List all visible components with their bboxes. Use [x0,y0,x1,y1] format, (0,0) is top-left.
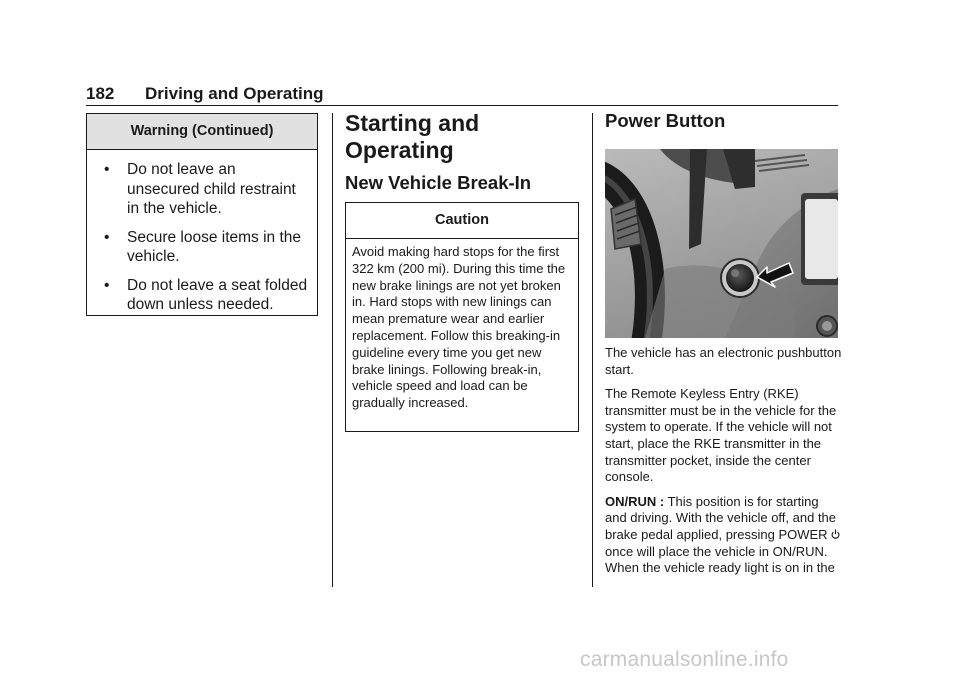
caution-box [345,202,579,432]
watermark: carmanualsonline.info [580,648,789,671]
on-run-label: ON/RUN : [605,493,665,509]
on-run-text-1: This position is for starting and driving. With the vehicle off, and the brake pedal applied, pressing POWER [605,493,837,542]
paragraph-rke: The Remote Keyless Entry (RKE) transmitter must be in the vehicle for the system to operate. If the vehicle will not start, place the RKE transmitter in the transmitter pocket, inside the center console. [605,386,837,485]
bullet-dot: • [104,161,110,178]
power-icon [831,529,840,540]
power-button-title: Power Button [605,110,726,131]
warning-list [87,150,317,315]
on-run-text-2: once will place the vehicle in ON/RUN. When the vehicle ready light is on in the [605,543,835,576]
paragraph-on-run [605,494,843,577]
power-button-text [605,345,843,577]
column-divider-left [332,113,333,587]
chapter-title: Driving and Operating [145,84,324,103]
subsection-title: New Vehicle Break-In [345,172,532,193]
power-button-illustration [605,149,838,338]
warning-item-text: Secure loose items in the vehicle. [127,228,302,265]
caution-title: Caution [346,203,578,239]
bullet-dot: • [104,276,110,294]
warning-item [101,276,309,315]
paragraph-pushbutton: The vehicle has an electronic pushbutton start. [605,345,842,377]
section-title: Starting and Operating [345,110,480,163]
page-number: 182 [86,84,115,103]
warning-item-text: Do not leave a seat folded down unless needed. [127,276,308,313]
warning-item-text: Do not leave an unsecured child restraint in the vehicle. [127,161,296,217]
warning-item [101,228,309,267]
column-divider-right [592,113,593,587]
caution-text: Avoid making hard stops for the first 322 km (200 mi). During this time the new brake linings are not yet broken in. Hard stops with new linings can mean premature wear and earlier replacement. Follow this breaking-in guideline every time you get new brake linings. Following break-in, vehicle speed and load can be gradually increased. [352,244,566,411]
bullet-dot: • [104,228,110,246]
warning-item [101,160,309,219]
warning-title: Warning (Continued) [87,114,317,150]
warning-box [86,113,318,316]
header-rule [86,105,838,106]
